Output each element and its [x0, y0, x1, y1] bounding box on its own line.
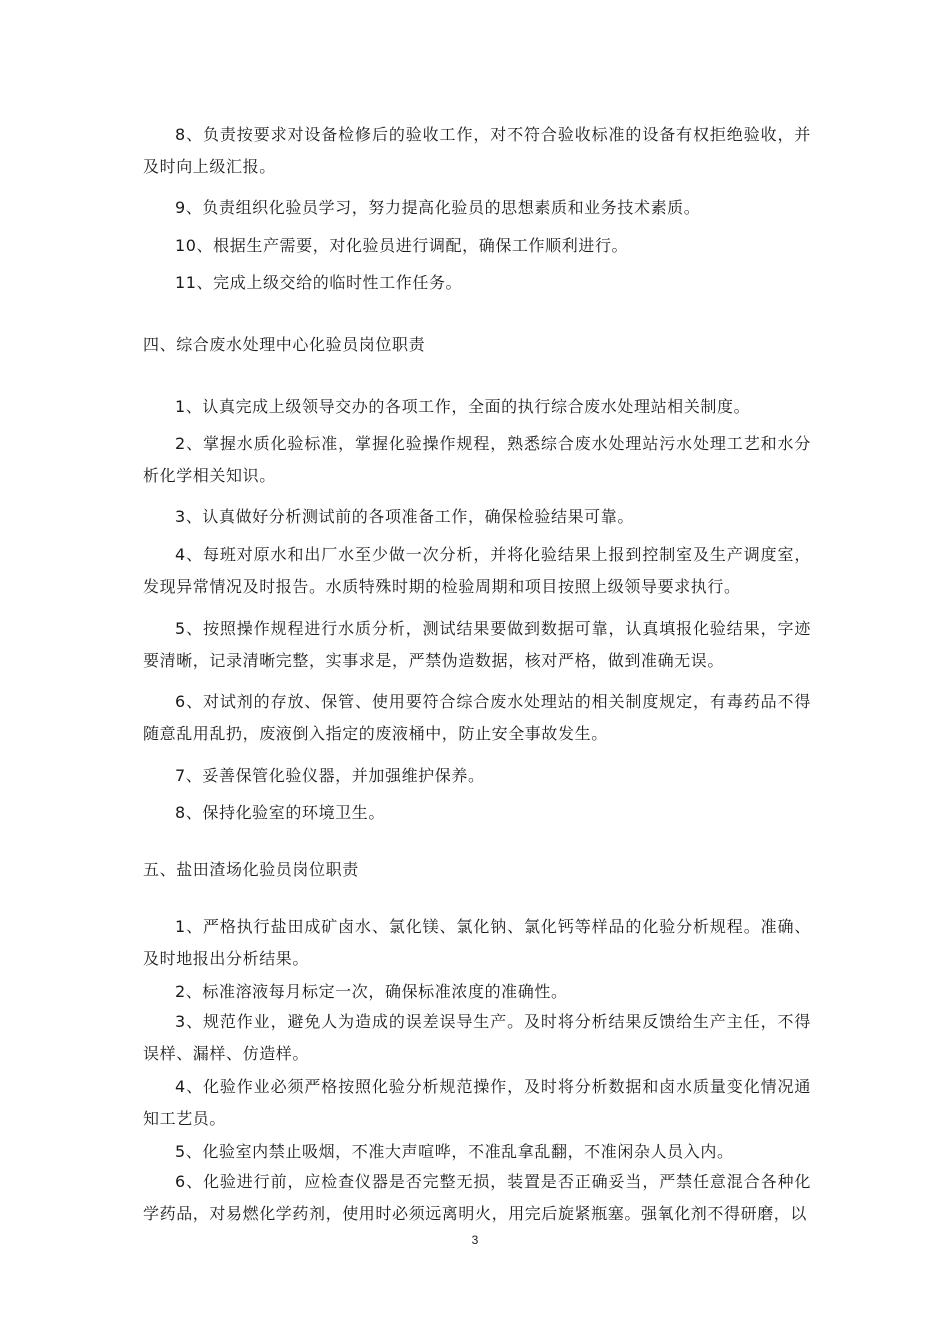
section-heading: 五、盐田渣场化验员岗位职责 — [143, 860, 359, 879]
paragraph: 9、负责组织化验员学习，努力提高化验员的思想素质和业务技术素质。 — [175, 198, 701, 217]
paragraph: 8、负责按要求对设备检修后的验收工作，对不符合验收标准的设备有权拒绝验收，并及时向上级汇报。 — [143, 125, 811, 176]
paragraph: 7、妥善保管化验仪器，并加强维护保养。 — [175, 766, 485, 785]
paragraph: 8、保持化验室的环境卫生。 — [175, 803, 385, 822]
paragraph: 5、按照操作规程进行水质分析，测试结果要做到数据可靠，认真填报化验结果，字迹要清晰，记录清晰完整，实事求是，严禁伪造数据，核对严格，做到准确无误。 — [143, 619, 811, 670]
paragraph: 3、规范作业，避免人为造成的误差误导生产。及时将分析结果反馈给生产主任，不得误样、漏样、仿造样。 — [143, 1012, 811, 1063]
paragraph: 5、化验室内禁止吸烟，不准大声喧哗，不准乱拿乱翻，不准闲杂人员入内。 — [175, 1142, 734, 1161]
paragraph: 2、掌握水质化验标准，掌握化验操作规程，熟悉综合废水处理站污水处理工艺和水分析化学相关知识。 — [143, 434, 811, 485]
paragraph: 2、标准溶液每月标定一次，确保标准浓度的准确性。 — [175, 982, 568, 1001]
paragraph: 1、认真完成上级领导交办的各项工作，全面的执行综合废水处理站相关制度。 — [175, 397, 751, 416]
paragraph: 4、化验作业必须严格按照化验分析规范操作，及时将分析数据和卤水质量变化情况通知工艺员。 — [143, 1077, 811, 1128]
paragraph: 11、完成上级交给的临时性工作任务。 — [175, 273, 463, 292]
paragraph: 6、化验进行前，应检查仪器是否完整无损，装置是否正确妥当，严禁任意混合各种化学药品，对易燃化学药剂，使用时必须远离明火，用完后旋紧瓶塞。强氧化剂不得研磨，以 — [143, 1172, 811, 1223]
section-heading: 四、综合废水处理中心化验员岗位职责 — [143, 335, 426, 354]
paragraph: 1、严格执行盐田成矿卤水、氯化镁、氯化钠、氯化钙等样品的化验分析规程。准确、及时地报出分析结果。 — [143, 917, 811, 968]
paragraph: 4、每班对原水和出厂水至少做一次分析，并将化验结果上报到控制室及生产调度室，发现异常情况及时报告。水质特殊时期的检验周期和项目按照上级领导要求执行。 — [143, 545, 811, 596]
page-number: 3 — [471, 1233, 479, 1247]
paragraph: 3、认真做好分析测试前的各项准备工作，确保检验结果可靠。 — [175, 507, 634, 526]
paragraph: 10、根据生产需要，对化验员进行调配，确保工作顺利进行。 — [175, 236, 629, 255]
paragraph: 6、对试剂的存放、保管、使用要符合综合废水处理站的相关制度规定，有毒药品不得随意乱用乱扔，废液倒入指定的废液桶中，防止安全事故发生。 — [143, 692, 811, 743]
